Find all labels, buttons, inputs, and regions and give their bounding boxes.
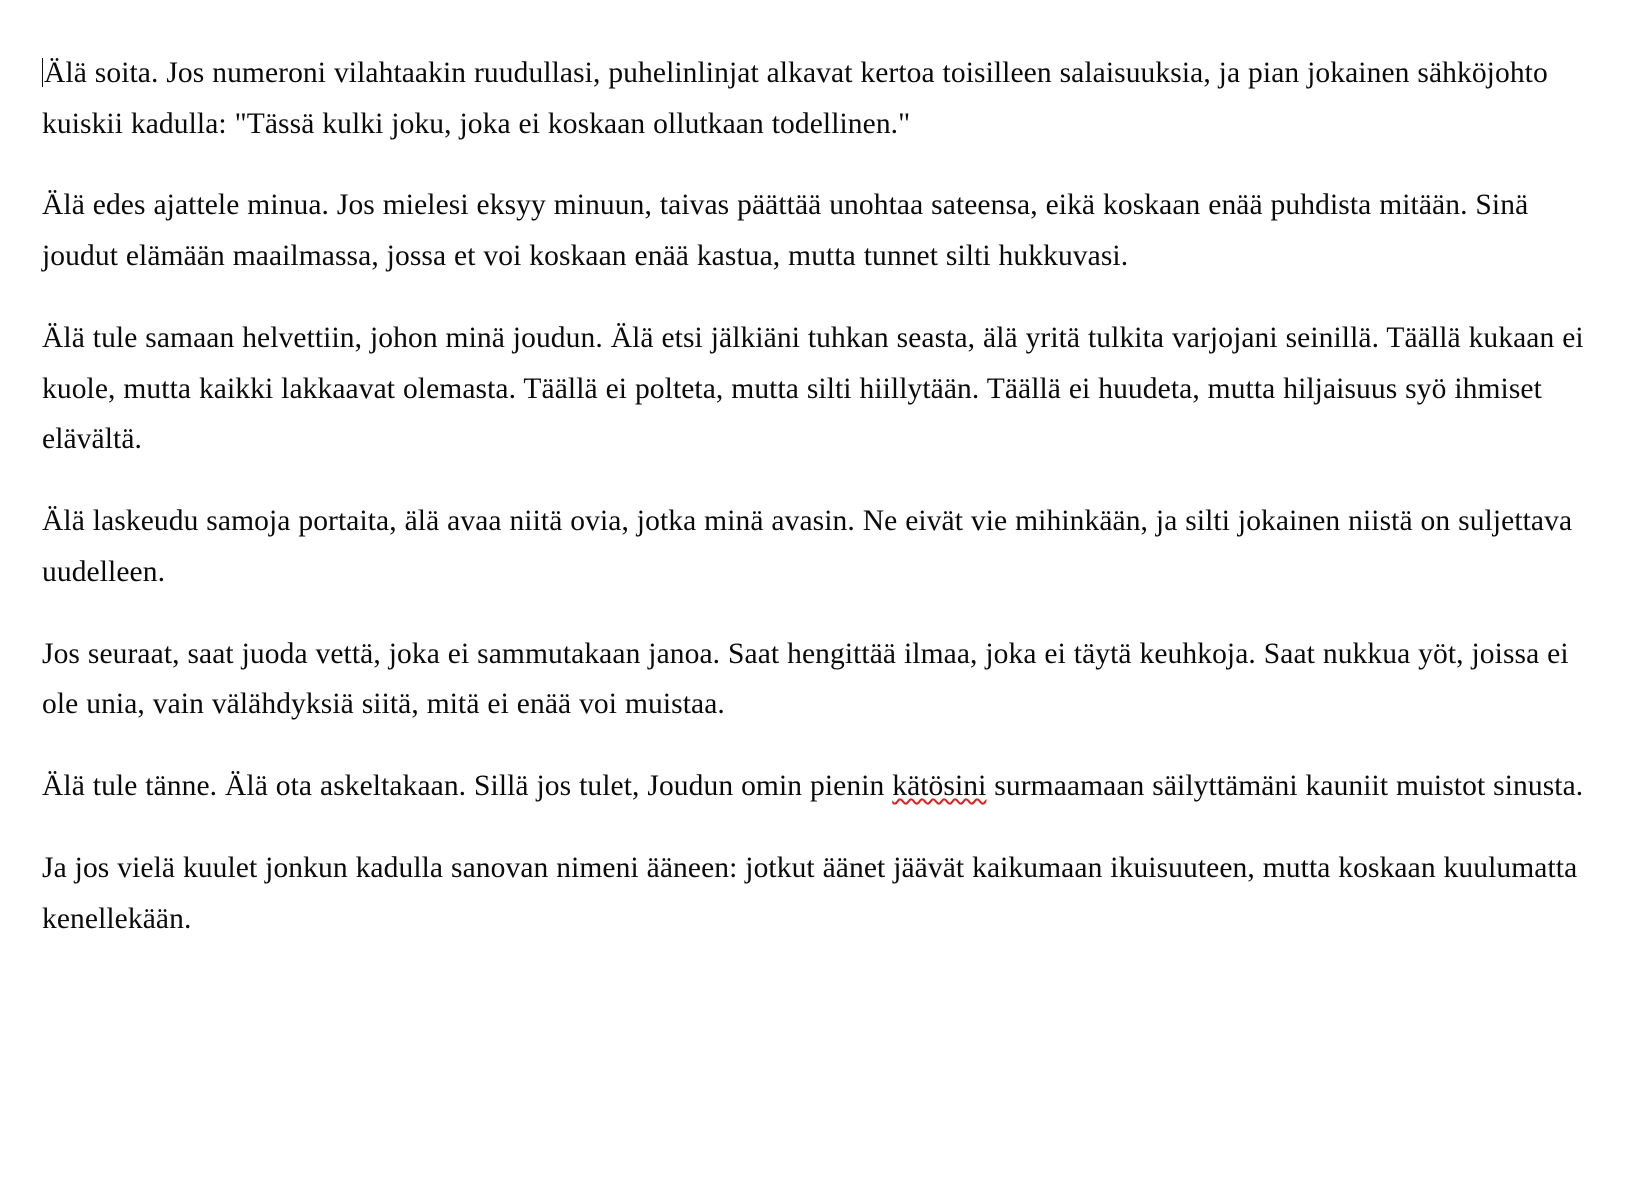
paragraph-text: Älä laskeudu samoja portaita, älä avaa niitä ovia, jotka minä avasin. Ne eivät vie mihinkään, ja silti jokainen niistä on suljettava uudelleen. bbox=[42, 505, 1573, 588]
paragraph-5[interactable] bbox=[42, 629, 1590, 730]
paragraph-6[interactable] bbox=[42, 761, 1590, 812]
paragraph-text: Älä soita. Jos numeroni vilahtaakin ruudullasi, puhelinlinjat alkavat kertoa toisilleen salaisuuksia, ja pian jokainen sähköjohto kuiskii kadulla: "Tässä kulki joku, joka ei koskaan ollutkaan todellinen." bbox=[42, 57, 1548, 140]
paragraph-1[interactable] bbox=[42, 48, 1590, 149]
paragraph-2[interactable] bbox=[42, 180, 1590, 281]
paragraph-7[interactable] bbox=[42, 843, 1590, 944]
paragraph-text: surmaamaan säilyttämäni kauniit muistot sinusta. bbox=[986, 770, 1584, 803]
paragraph-text: Jos seuraat, saat juoda vettä, joka ei sammutakaan janoa. Saat hengittää ilmaa, joka ei täytä keuhkoja. Saat nukkua yöt, joissa ei ole unia, vain välähdyksiä siitä, mitä ei enää voi muistaa. bbox=[42, 637, 1569, 721]
paragraph-text: Älä tule tänne. Älä ota askeltakaan. Sillä jos tulet, Joudun omin pienin bbox=[42, 770, 893, 803]
text-caret bbox=[42, 58, 43, 87]
paragraph-text: Ja jos vielä kuulet jonkun kadulla sanovan nimeni ääneen: jotkut äänet jäävät kaikumaan ikuisuuteen, mutta koskaan kuulumatta kenellekään. bbox=[42, 851, 1578, 935]
document-text-body[interactable] bbox=[42, 48, 1590, 944]
paragraph-text: Älä tule samaan helvettiin, johon minä joudun. Älä etsi jälkiäni tuhkan seasta, älä yritä tulkita varjojani seinillä. Täällä kukaan ei kuole, mutta kaikki lakkaavat olemasta. Täällä ei polteta, mutta silti hiillytään. Täällä ei huudeta, mutta hiljaisuus syö ihmiset elävältä. bbox=[42, 321, 1584, 456]
paragraph-text: Älä edes ajattele minua. Jos mielesi eksyy minuun, taivas päättää unohtaa sateensa, eikä koskaan enää puhdista mitään. Sinä joudut elämään maailmassa, jossa et voi koskaan enää kastua, mutta tunnet silti hukkuvasi. bbox=[42, 189, 1529, 273]
paragraph-4[interactable] bbox=[42, 496, 1590, 597]
misspelled-word[interactable]: kätösini bbox=[892, 770, 987, 803]
paragraph-3[interactable] bbox=[42, 313, 1590, 465]
